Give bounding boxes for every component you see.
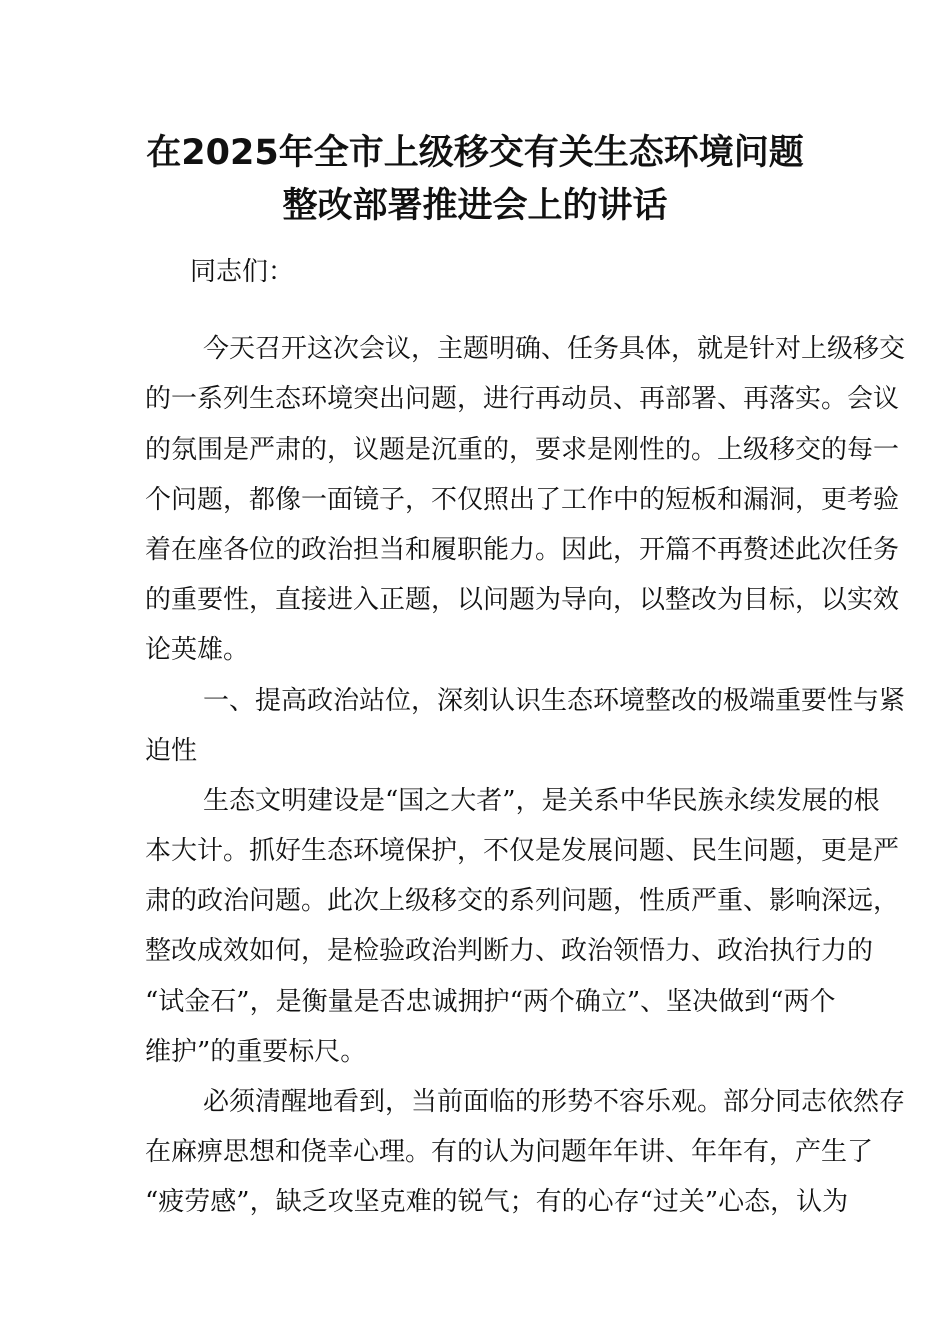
paragraph-line: 生态文明建设是“国之大者”，是关系中华民族永续发展的根 [203,785,880,816]
paragraph-line: 的氛围是严肃的，议题是沉重的，要求是刚性的。上级移交的每一 [145,434,900,465]
paragraph-line: 个问题，都像一面镜子，不仅照出了工作中的短板和漏洞，更考验 [145,484,900,515]
title-line: 在2025年全市上级移交有关生态环境问题 [146,133,804,173]
paragraph-line: 的一系列生态环境突出问题，进行再动员、再部署、再落实。会议 [145,384,900,415]
document-title [0,127,950,233]
paragraph-line: 论英雄。 [145,635,250,666]
paragraph-line: 的重要性，直接进入正题，以问题为导向，以整改为目标，以实效 [145,585,900,616]
paragraph-line: 今天召开这次会议，主题明确、任务具体，就是针对上级移交 [203,334,906,365]
paragraph-line: “试金石”，是衡量是否忠诚拥护“两个确立”、坚决做到“两个 [145,986,836,1017]
paragraph-line: 着在座各位的政治担当和履职能力。因此，开篇不再赘述此次任务 [145,534,900,565]
paragraph-line: 必须清醒地看到，当前面临的形势不容乐观。部分同志依然存 [203,1087,906,1117]
title-line: 整改部署推进会上的讲话 [282,186,668,226]
greeting: 同志们： [190,257,295,287]
paragraph-line: 本大计。抓好生态环境保护，不仅是发展问题、民生问题，更是严 [145,836,900,867]
paragraph-line: 维护”的重要标尺。 [145,1036,367,1067]
section-heading-line: 一、提高政治站位，深刻认识生态环境整改的极端重要性与紧 [203,685,906,716]
document-body [145,247,906,1228]
paragraph-line: 在麻痹思想和侥幸心理。有的认为问题年年讲、年年有，产生了 [145,1137,874,1168]
paragraph-line: 整改成效如何，是检验政治判断力、政治领悟力、政治执行力的 [145,936,874,967]
paragraph-line: 肃的政治问题。此次上级移交的系列问题，性质严重、影响深远， [145,886,900,917]
section-heading-line: 迫性 [145,735,198,766]
paragraph-line: “疲劳感”，缺乏攻坚克难的锐气；有的心存“过关”心态，认为 [145,1187,849,1218]
